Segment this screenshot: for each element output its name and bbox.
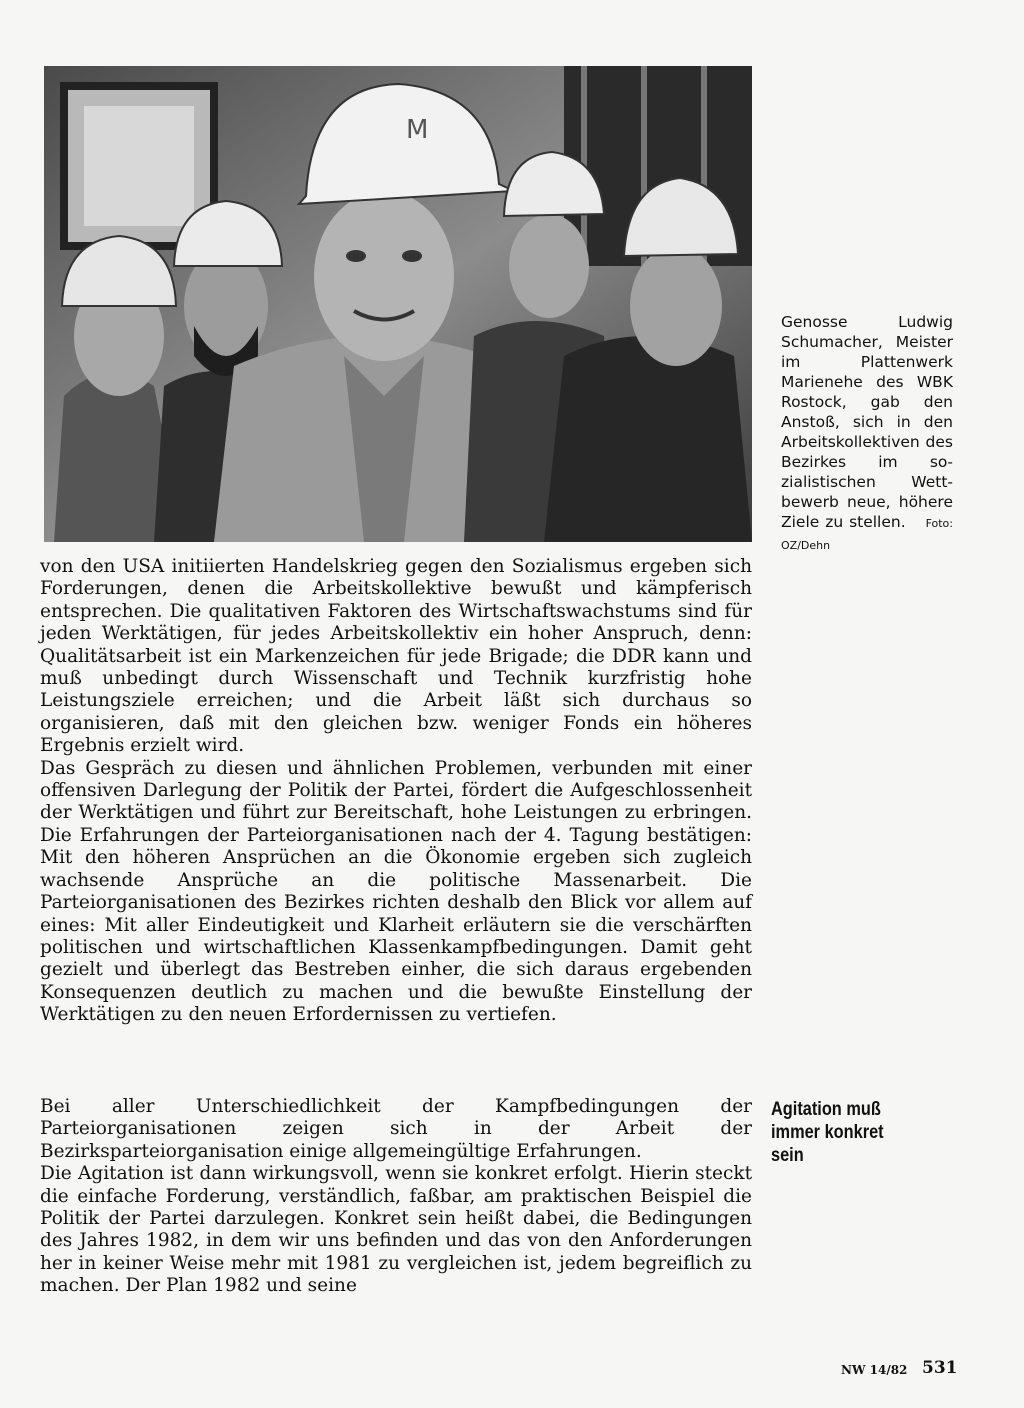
body-text-upper xyxy=(40,556,752,1027)
margin-heading: Agitation muß immer konkret sein xyxy=(771,1099,884,1166)
footer-source: NW 14/82 xyxy=(841,1363,908,1377)
paragraph: Die Agitation ist dann wirkungsvoll, wenn sie konkret erfolgt. Hierin steckt die einfache Forderung, verständlich, faßbar, am praktischen Beispiel die Politik der Partei darzulegen. Konkret sein heißt dabei, die Bedingungen des Jahres 1982, in dem wir uns befinden und das von den Anforderungen her in keiner Weise mehr mit 1981 zu vergleichen ist, jedem begreiflich zu machen. Der Plan 1982 und seine xyxy=(40,1163,752,1297)
photo-caption xyxy=(781,312,953,556)
paragraph: Das Gespräch zu diesen und ähnlichen Problemen, verbunden mit einer offensiven Darlegung der Politik der Partei, fördert die Aufgeschlossenheit der Werktätigen und führt zur Bereitschaft, hohe Leistungen zu erbringen. Die Erfahrungen der Parteiorganisationen nach der 4. Tagung bestätigen: Mit den höheren Ansprüchen an die Ökonomie ergeben sich zugleich wachsende Ansprüche an die politische Massenarbeit. Die Parteiorganisationen des Bezirkes richten deshalb den Blick vor allem auf eines: Mit aller Eindeutigkeit und Klarheit erläutern sie die verschärften politischen und wirtschaftlichen Klassenkampfbedingungen. Damit geht gezielt und überlegt das Bestreben einher, die sich daraus ergebenden Konsequenzen deutlich zu machen und die bewußte Einstellung der Werktätigen zu den neuen Erfordernissen zu vertiefen. xyxy=(40,757,752,1026)
photo-construction-workers xyxy=(44,66,752,542)
page-number: 531 xyxy=(922,1358,958,1378)
helmet-letter: M xyxy=(406,115,429,145)
paragraph: Bei aller Unterschiedlichkeit der Kampfbedingungen der Parteiorganisationen zeigen sich in der Arbeit der Bezirksparteiorganisation einige allgemeingültige Erfahrungen. xyxy=(40,1096,752,1162)
photo-credit: Foto: OZ/Dehn xyxy=(781,517,953,552)
body-text-lower xyxy=(40,1096,752,1298)
paragraph: von den USA initiierten Handelskrieg gegen den Sozialismus ergeben sich Forderungen, denen die Arbeitskollektive bewußt und kämpferisch entsprechen. Die qualitativen Faktoren des Wirtschaftswachstums sind für jeden Werktätigen, für jedes Arbeitskollektiv ein hoher Anspruch, denn: Qualitätsarbeit ist ein Markenzeichen für jede Brigade; die DDR kann und muß unbedingt durch Wissenschaft und Technik kurzfristig hohe Leistungsziele erreichen; und die Arbeit läßt sich durchaus so organisieren, daß mit den gleichen bzw. weniger Fonds ein höheres Ergebnis erzielt wird. xyxy=(40,556,752,757)
photo-illustration xyxy=(44,66,752,542)
caption-text: Genosse Ludwig Schumacher, Meister im Plattenwerk Marienehe des WBK Rostock, gab den Anstoß, sich in den Arbeitskollektiven des Bezirkes im sozialistischen Wettbewerb neue, höhere Ziele zu stellen. xyxy=(781,313,953,531)
